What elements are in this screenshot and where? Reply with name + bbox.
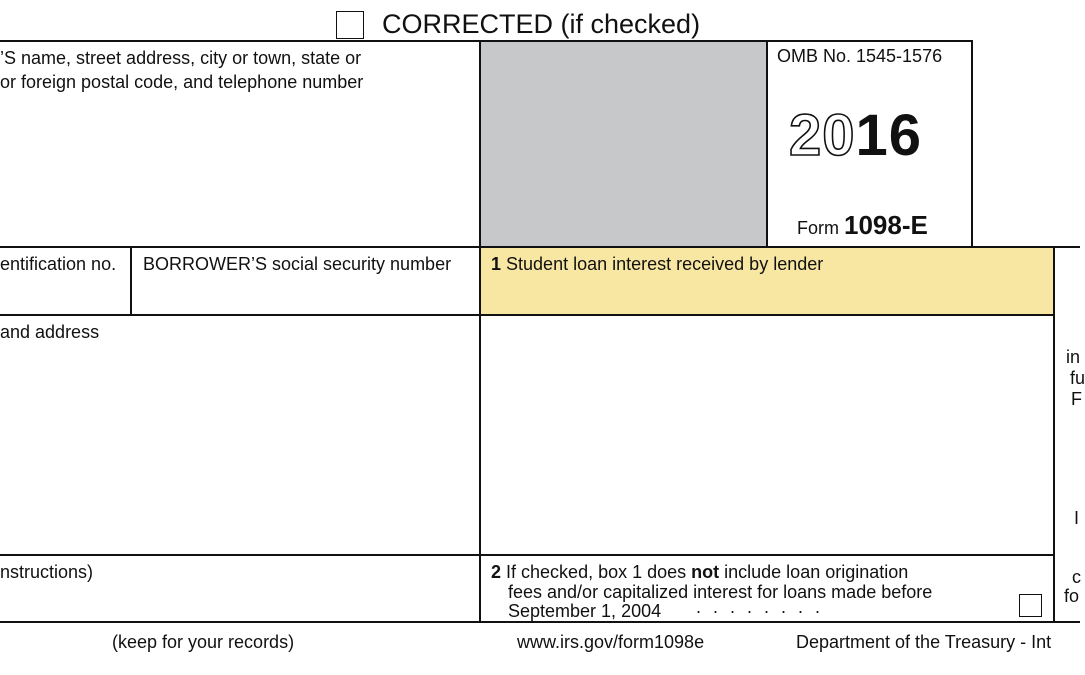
box2-line3: September 1, 2004 — [508, 601, 662, 621]
right-fragment-2: fu — [1070, 368, 1085, 388]
bottom-border — [0, 621, 1080, 623]
irs-form-url[interactable]: www.irs.gov/form1098e — [517, 632, 705, 652]
borrower-ssn-label: BORROWER’S social security number — [143, 254, 452, 274]
box2-leader-dots: ........ — [696, 597, 833, 617]
form-identifier — [797, 210, 928, 243]
department-label: Department of the Treasury - Int — [796, 632, 1052, 652]
tax-year — [789, 104, 922, 181]
account-number-label: nstructions) — [0, 562, 94, 582]
borrower-address-label: and address — [0, 322, 100, 342]
box2-line2: fees and/or capitalized interest for loans made before — [508, 582, 933, 602]
right-fragment-5: c — [1072, 567, 1081, 587]
gray-shaded-box — [481, 42, 767, 247]
lender-name-label-line2: or foreign postal code, and telephone number — [0, 72, 364, 92]
form-number: 1098-E — [844, 210, 928, 240]
box1-number: 1 — [491, 254, 502, 274]
right-fragment-3: F — [1071, 389, 1082, 409]
box1-label — [491, 254, 823, 275]
box2-line1 — [491, 562, 908, 582]
col-divider-ids — [130, 246, 132, 316]
box2-line1-pre: If checked, box 1 does — [506, 562, 692, 582]
col-divider-omb-right — [971, 40, 973, 248]
tax-year-outline-digits: 20 — [789, 103, 856, 168]
col-divider-omb — [766, 40, 768, 248]
form-word: Form — [797, 218, 839, 238]
corrected-label: CORRECTED (if checked) — [382, 9, 701, 39]
corrected-checkbox[interactable] — [336, 11, 364, 39]
omb-number: OMB No. 1545-1576 — [777, 46, 943, 66]
lender-name-label-line1: ’S name, street address, city or town, state or — [0, 48, 362, 68]
row-divider-2 — [0, 314, 1054, 316]
lender-id-label: entification no. — [0, 254, 117, 274]
box1-text: Student loan interest received by lender — [506, 254, 824, 274]
row-divider-3 — [0, 554, 1054, 556]
row-divider-1 — [0, 246, 1080, 248]
right-fragment-6: fo — [1064, 586, 1080, 606]
top-border — [0, 40, 973, 42]
tax-year-bold-digits: 16 — [855, 103, 923, 168]
col-divider-right — [1053, 246, 1055, 623]
col-divider-main — [479, 40, 481, 623]
box2-checkbox[interactable] — [1019, 594, 1042, 617]
keep-records-note: (keep for your records) — [112, 632, 295, 652]
right-fragment-1: in — [1066, 347, 1081, 367]
box2-line1-post: include loan origination — [719, 562, 909, 582]
box2-line1-bold: not — [691, 562, 720, 582]
box2-number: 2 — [491, 562, 502, 582]
right-fragment-4: I — [1074, 508, 1080, 528]
